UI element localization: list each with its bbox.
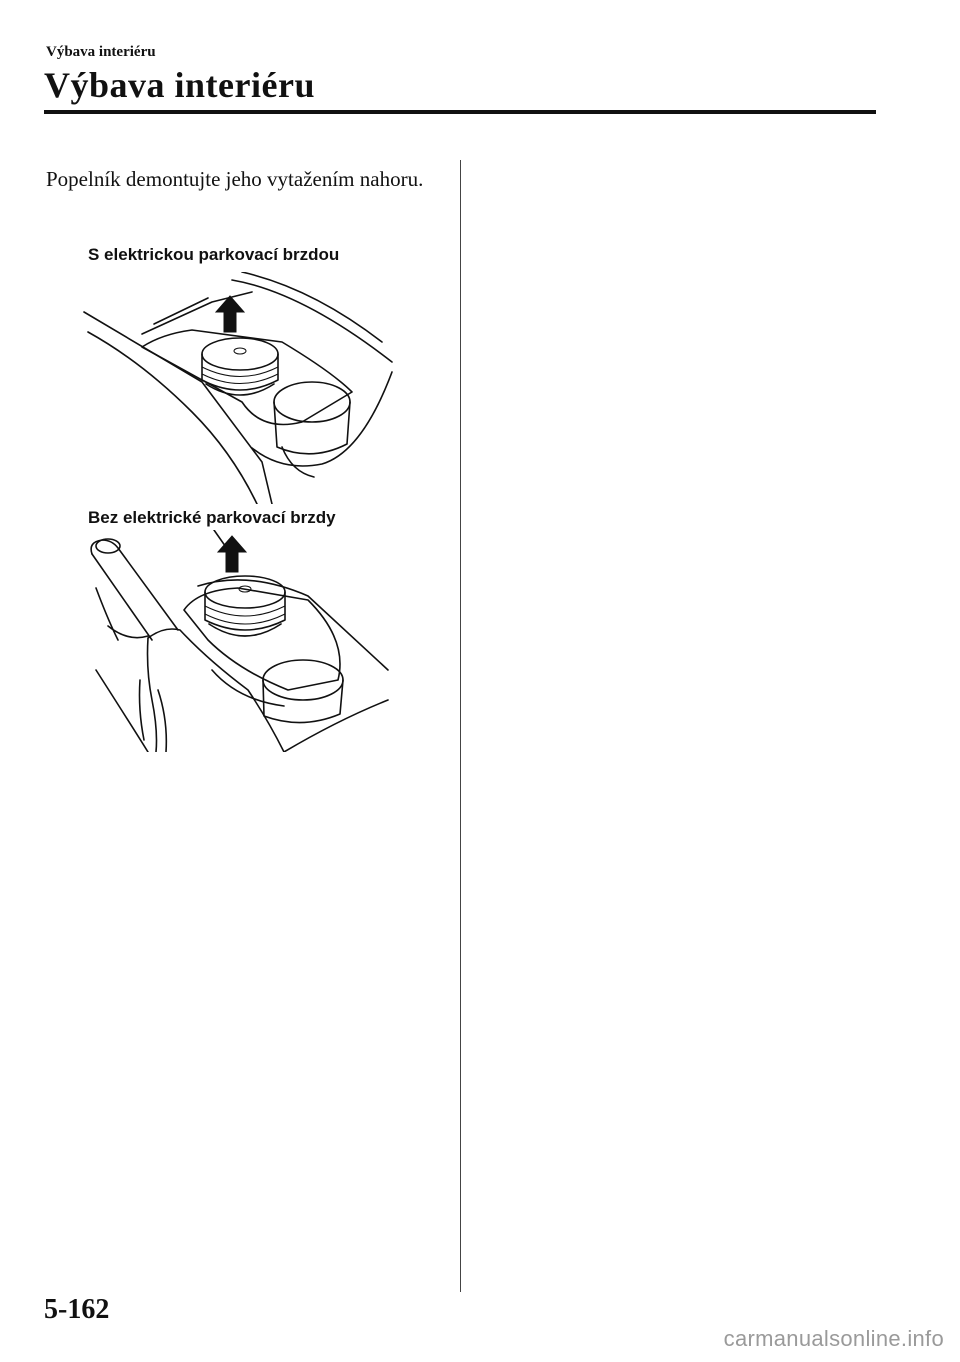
page-title: Výbava interiéru: [44, 65, 315, 105]
column-divider: [460, 160, 461, 1292]
figure-label-manual-brake: Bez elektrické parkovací brzdy: [88, 508, 336, 527]
figure-label-electric-brake: S elektrickou parkovací brzdou: [88, 245, 340, 264]
ashtray-illustration-manual-brake: [88, 530, 398, 752]
ashtray-illustration-electric-brake: [82, 272, 402, 504]
breadcrumb: Výbava interiéru: [46, 44, 156, 60]
watermark: carmanualsonline.info: [723, 1326, 944, 1351]
instruction-text: Popelník demontujte jeho vytažením nahoru.: [46, 167, 424, 191]
page-number: 5-162: [44, 1294, 110, 1325]
title-divider: [44, 110, 876, 114]
